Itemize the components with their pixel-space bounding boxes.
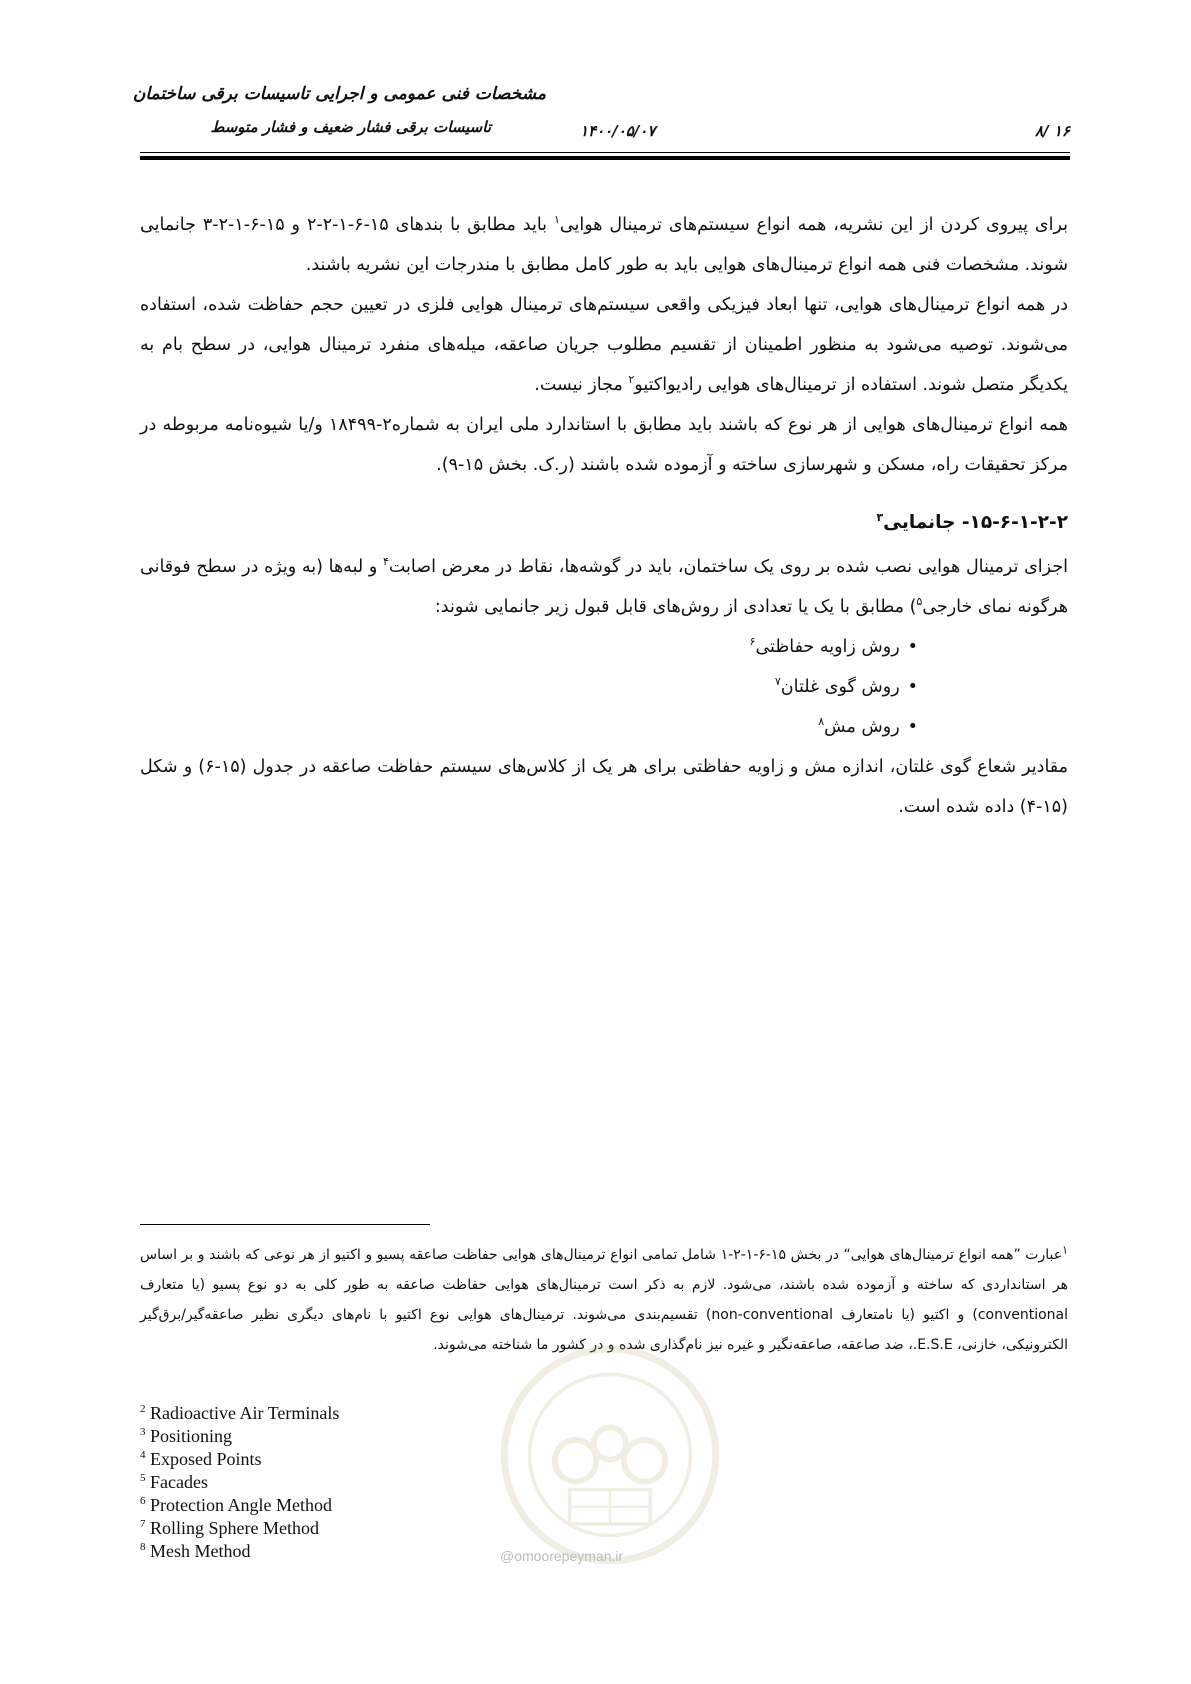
list-item: • روش گوی غلتان$^۷$ — [140, 667, 918, 707]
paragraph-3: همه انواع ترمینال‌های هوایی از هر نوع که باشند باید مطابق با استاندارد ملی ایران به شماره۲-۱۸۴۹۹ و/یا شیوه‌نامه مربوطه در مرکز تحقیقات راه، مسکن و شهرسازی ساخته و آزموده شده باشند (ر.ک. بخش ۱۵-۹). — [140, 415, 1068, 475]
list-item: • روش مش$^۸$ — [140, 707, 918, 747]
list-item: • روش زاویه حفاظتی$^۶$ — [140, 627, 918, 667]
header-date: ۱۴۰۰/۰۵/۰۷ — [580, 122, 656, 140]
paragraph-4: اجزای ترمینال هوایی نصب شده بر روی یک ساختمان، باید در گوشه‌ها، نقاط در معرض اصابت$^۴$ و لبه‌ها (به ویژه در سطح فوقانی هرگونه نمای خارجی$^۵$) مطابق با یک یا تعدادی از روش‌های قابل قبول زیر جانمایی شوند: — [140, 555, 1069, 617]
footnote-ref-1: ۱ — [553, 213, 560, 227]
paragraph-5: مقادیر شعاع گوی غلتان، اندازه مش و زاویه حفاظتی برای هر یک از کلاس‌های سیستم حفاظت صاعقه در جدول (۱۵-۶) و شکل (۱۵-۴) داده شده است. — [140, 757, 1069, 817]
body-text — [140, 205, 1068, 827]
footnote-divider — [140, 1224, 430, 1225]
footnote-item: $^4$ Exposed Points — [140, 1449, 262, 1469]
footnote-item: $^7$ Rolling Sphere Method — [140, 1518, 319, 1538]
header-title: مشخصات فنی عمومی و اجرایی تاسیسات برقی ساختمان — [132, 84, 546, 104]
footnote-item: $^6$ Protection Angle Method — [140, 1495, 332, 1515]
footnote-ref-4: ۴ — [382, 555, 389, 569]
footnote-item: $^2$ Radioactive Air Terminals — [140, 1403, 340, 1423]
header-divider-thick — [140, 156, 1070, 160]
header-subtitle: تاسیسات برقی فشار ضعیف و فشار متوسط — [210, 118, 491, 136]
footnote-ref-2: ۲ — [628, 373, 635, 387]
section-heading: ۱۵-۶-۱-۲-۲- جانمایی$^۳$ — [876, 510, 1068, 533]
footnote-ref-3: ۳ — [876, 510, 884, 524]
watermark-text: @omoorepeyman.ir — [500, 1548, 624, 1564]
footnote-item: $^8$ Mesh Method — [140, 1541, 251, 1561]
footnote-item: $^5$ Facades — [140, 1472, 208, 1492]
footnote-1: $^۱$عبارت ”همه انواع ترمینال‌های هوایی“ در بخش ۱۵-۶-۱-۲-۱ شامل تمامی انواع ترمینال‌های هوایی حفاظت صاعقه پسیو و اکتیو از هر نوعی که باشند و بر اساس هر استانداردی که ساخته و آزموده شده باشند، می‌شود. لازم به ذکر است ترمینال‌های هوایی حفاظت صاعقه به طور کلی به دو نوع پسیو (یا متعارف conventional) و اکتیو (یا نامتعارف non-conventional) تقسیم‌بندی می‌شوند. ترمینال‌های هوایی نوع اکتیو با نام‌های دیگری نظیر صاعقه‌گیر/برق‌گیر الکترونیکی، خازنی، E.S.E.، ضد صاعقه، صاعقه‌نگیر و غیره نیز نام‌گذاری شده و در کشور ما شناخته می‌شوند. — [140, 1243, 1069, 1353]
paragraph-1: برای پیروی کردن از این نشریه، همه انواع سیستم‌های ترمینال هوایی$^۱$ باید مطابق با بندهای ۱۵-۶-۱-۲-۲ و ۱۵-۶-۱-۲-۳ جانمایی شوند. مشخصات فنی همه انواع ترمینال‌های هوایی باید به طور کامل مطابق با مندرجات این نشریه باشند. — [140, 213, 1068, 275]
paragraph-2: در همه انواع ترمینال‌های هوایی، تنها ابعاد فیزیکی واقعی سیستم‌های ترمینال هوایی فلزی در تعیین حجم حفاظت شده، استفاده می‌شوند. توصیه می‌شود به منظور اطمینان از تقسیم مطلوب جریان صاعقه، میله‌های منفرد ترمینال هوایی، در سطح بام به یکدیگر متصل شوند. استفاده از ترمینال‌های هوایی رادیواکتیو$^۲$ مجاز نیست. — [140, 295, 1068, 395]
header-page-number: ۱۶ /۸ — [1035, 122, 1070, 140]
footnote-ref-5: ۵ — [916, 595, 923, 609]
footnote-item: $^3$ Positioning — [140, 1426, 233, 1446]
method-list — [140, 627, 1068, 747]
header-divider-thin — [140, 152, 1070, 153]
footnotes-english — [140, 1402, 540, 1563]
